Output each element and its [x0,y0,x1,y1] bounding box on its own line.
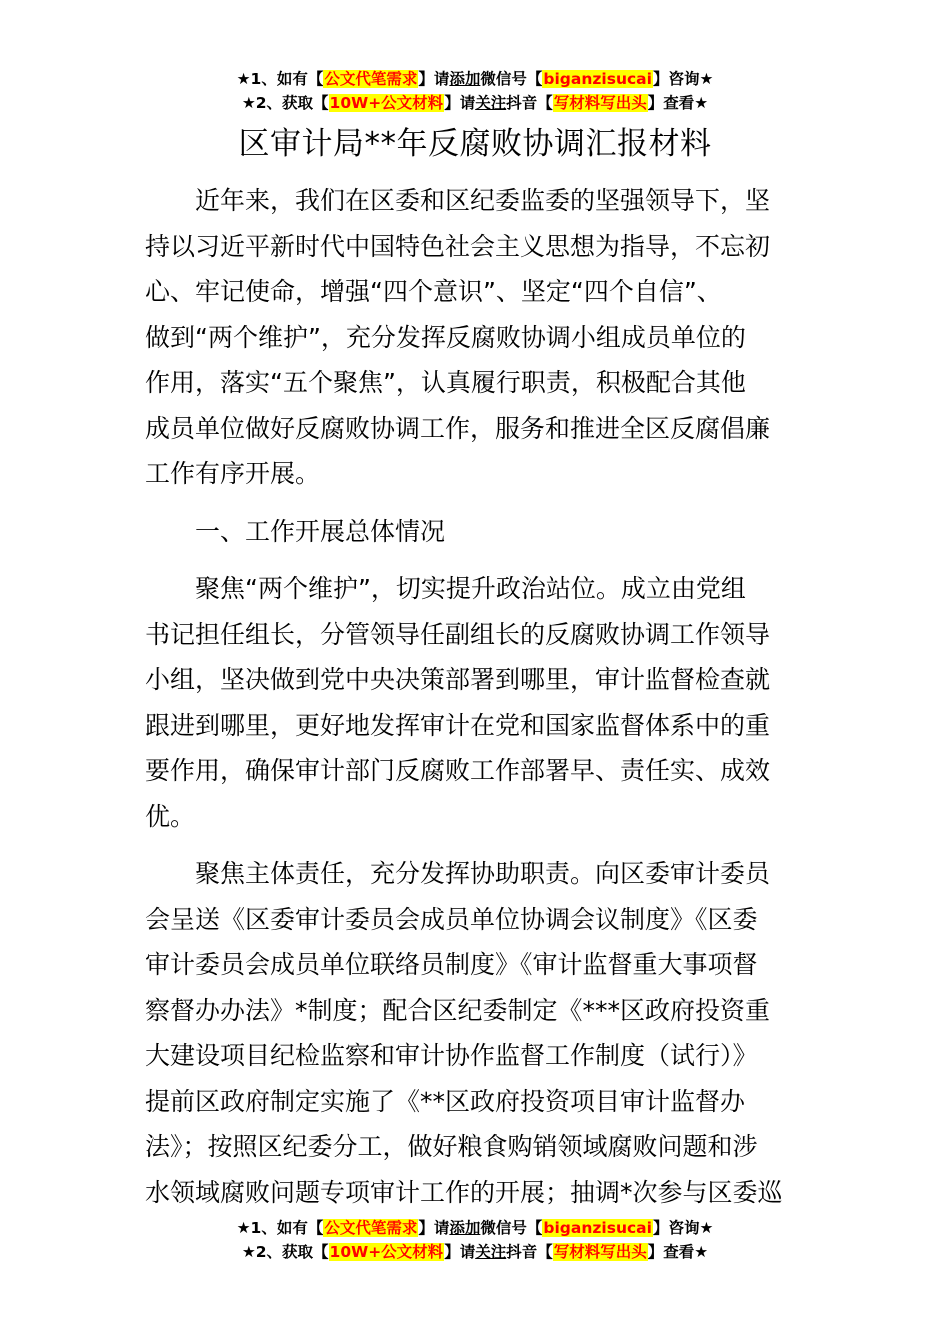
promo-text: 抖音【 [506,94,553,112]
promo-text: 微信号【 [480,70,543,88]
text-line: 会呈送《区委审计委员会成员单位协调会议制度》《区委 [145,904,758,934]
promo-text: ★1、如有【 [236,1219,324,1237]
text-line: 跟进到哪里，更好地发挥审计在党和国家监督体系中的重 [145,710,771,740]
paragraph [145,566,807,839]
promo-highlight: 公文代笔需求 [324,70,418,88]
promo-text: 】咨询★ [652,70,714,88]
promo-text: 】请 [444,94,476,112]
promo-underlined-text: 添加 [449,70,481,88]
promo-highlight: 写材料写出头 [553,94,647,112]
promo-underlined-text: 添加 [449,1219,481,1237]
text-line: 聚焦主体责任，充分发挥协助职责。向区委审计委员 [145,859,771,888]
text-line: 近年来，我们在区委和区纪委监委的坚强领导下，坚 [145,186,771,215]
promo-line-2 [0,1240,950,1264]
paragraph-gap [145,497,807,509]
text-line: 提前区政府制定实施了《**区政府投资项目审计监督办 [145,1086,746,1116]
promo-text: 微信号【 [480,1219,543,1237]
paragraph [145,851,807,1215]
promo-text: 】请 [418,1219,450,1237]
text-line: 持以习近平新时代中国特色社会主义思想为指导，不忘初 [145,231,771,261]
promo-text: ★1、如有【 [236,70,324,88]
promo-text: ★2、获取【 [241,94,329,112]
text-line: 大建设项目纪检监察和审计协作监督工作制度（试行）》 [145,1041,758,1070]
promo-highlight: biganzisucai [543,70,652,88]
text-line: 优。 [145,801,196,831]
text-line: 心、牢记使命，增强“四个意识”、坚定“四个自信”、 [145,277,722,306]
promo-text: 】请 [418,70,450,88]
promo-highlight: biganzisucai [543,1219,652,1237]
text-line: 察督办办法》*制度；配合区纪委制定《***区政府投资重 [145,995,771,1025]
text-line: 书记担任组长，分管领导任副组长的反腐败协调工作领导 [145,619,771,649]
document-body [145,178,807,1215]
text-line: 成员单位做好反腐败协调工作，服务和推进全区反腐倡廉 [145,413,771,443]
promo-text: 】请 [444,1243,476,1261]
promo-underlined-text: 关注 [475,94,507,112]
promo-highlight: 10W+公文材料 [329,94,444,112]
promo-line-1 [0,1216,950,1240]
promo-text: 】查看★ [647,94,709,112]
paragraph [145,178,807,497]
text-line: 做到“两个维护”，充分发挥反腐败协调小组成员单位的 [145,322,746,352]
promo-text: 】咨询★ [652,1219,714,1237]
paragraph-gap [145,839,807,851]
text-line: 水领域腐败问题专项审计工作的开展；抽调*次参与区委巡 [145,1177,783,1207]
text-line: 一、工作开展总体情况 [145,516,446,546]
document-title: 区审计局**年反腐败协调汇报材料 [238,126,712,162]
promo-highlight: 写材料写出头 [553,1243,647,1261]
text-line: 作用，落实“五个聚焦”，认真履行职责，积极配合其他 [145,368,746,397]
text-line: 小组，坚决做到党中央决策部署到哪里，审计监督检查就 [145,665,771,694]
section-heading [145,509,807,555]
text-line: 工作有序开展。 [145,459,321,488]
text-line: 聚焦“两个维护”，切实提升政治站位。成立由党组 [145,574,746,603]
text-line: 审计委员会成员单位联络员制度》《审计监督重大事项督 [145,950,758,979]
header-promo-banner [0,67,950,115]
text-line: 法》；按照区纪委分工，做好粮食购销领域腐败问题和涉 [145,1132,758,1161]
promo-line-2 [0,91,950,115]
promo-highlight: 公文代笔需求 [324,1219,418,1237]
promo-underlined-text: 关注 [475,1243,507,1261]
promo-text: ★2、获取【 [241,1243,329,1261]
paragraph-gap [145,554,807,566]
promo-line-1 [0,67,950,91]
promo-highlight: 10W+公文材料 [329,1243,444,1261]
text-line: 要作用，确保审计部门反腐败工作部署早、责任实、成效 [145,756,771,785]
footer-promo-banner [0,1216,950,1264]
promo-text: 抖音【 [506,1243,553,1261]
promo-text: 】查看★ [647,1243,709,1261]
